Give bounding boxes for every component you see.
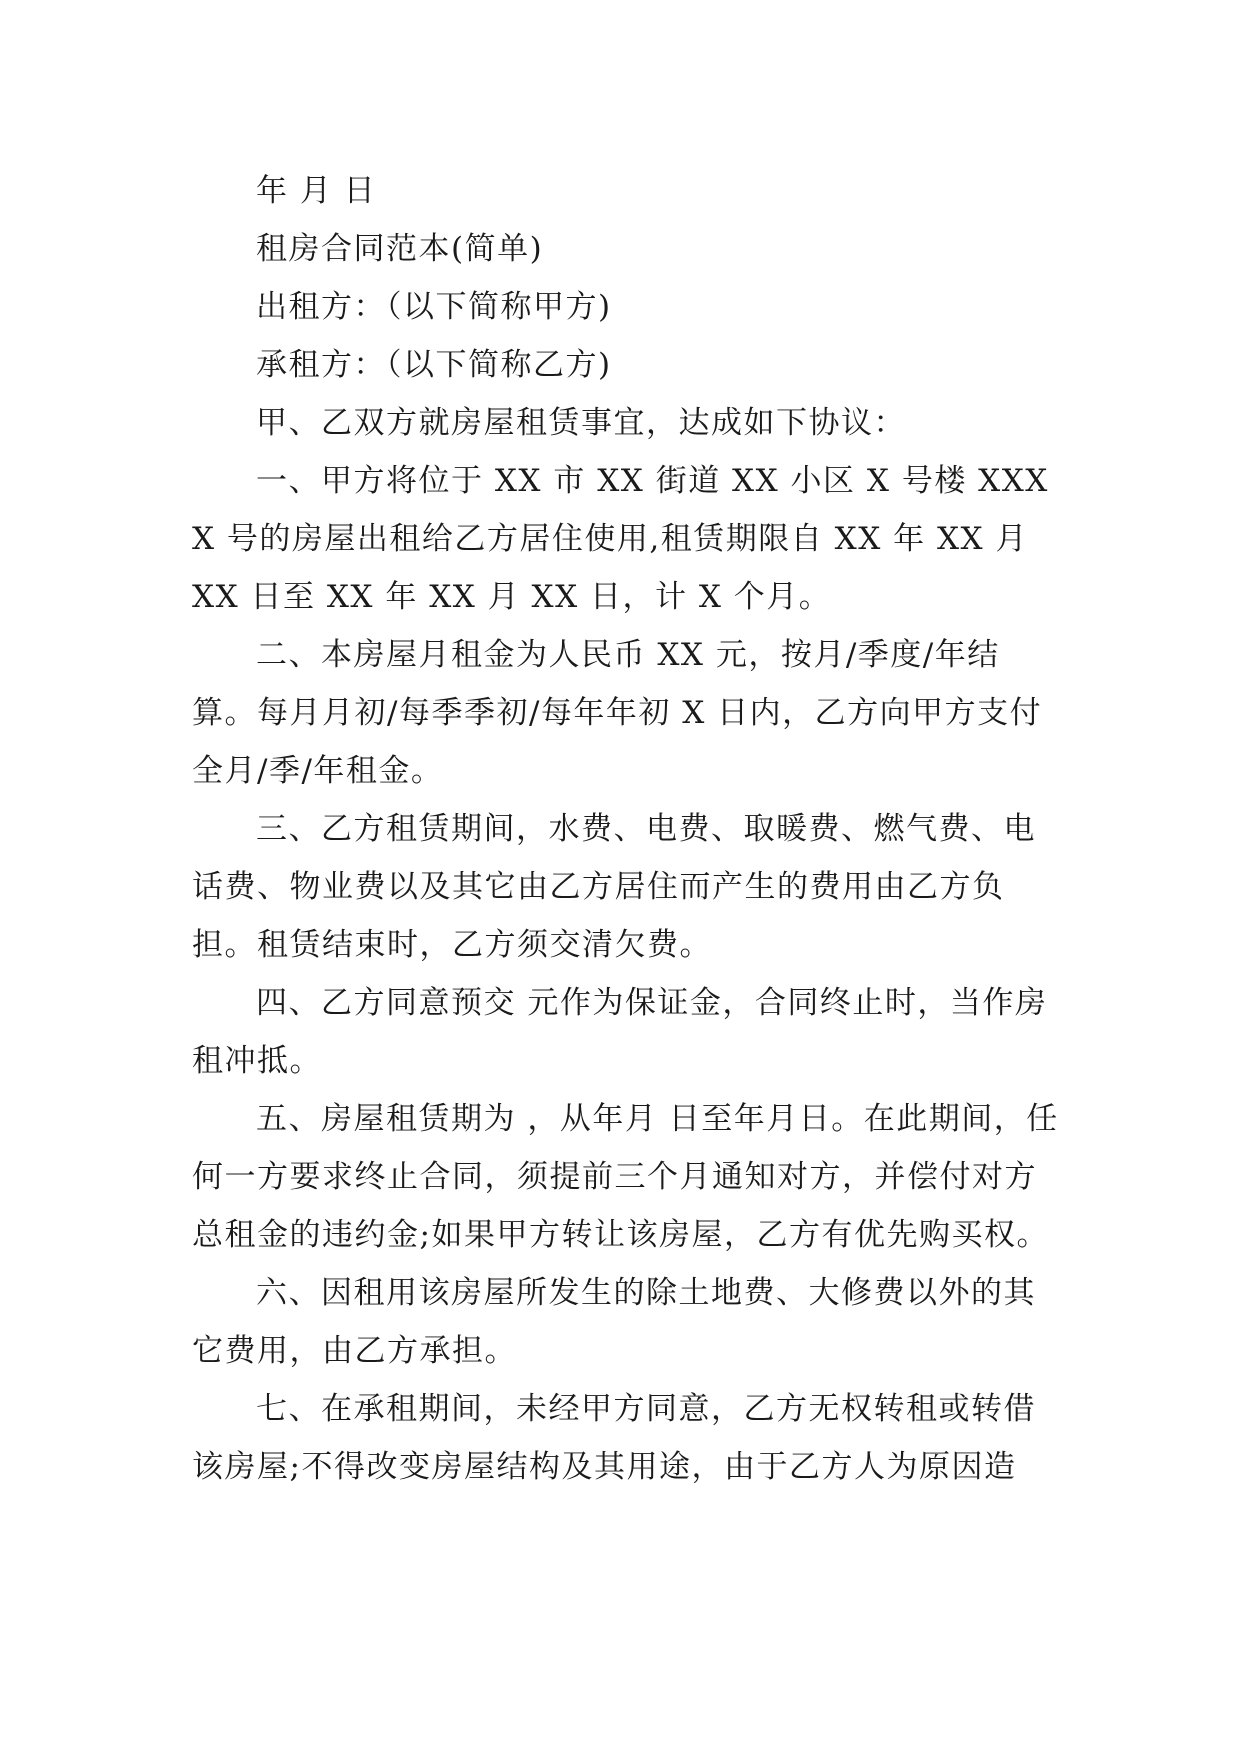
clause-2: 二、本房屋月租金为人民币 XX 元，按月/季度/年结算。每月月初/每季季初/每年年初 X 日内，乙方向甲方支付全月/季/年租金。	[192, 637, 1043, 789]
document-body	[192, 162, 1062, 1496]
document-title: 租房合同范本(简单)	[256, 231, 544, 267]
clause-1: 一、甲方将位于 XX 市 XX 街道 XX 小区 X 号楼 XXXX 号的房屋出租给乙方居住使用,租赁期限自 XX 年 XX 月 XX 日至 XX 年 XX 月 XX 日，计 X 个月。	[192, 463, 1049, 615]
clause-6: 六、因租用该房屋所发生的除土地费、大修费以外的其它费用，由乙方承担。	[192, 1275, 1036, 1369]
lessee-line: 承租方：（以下简称乙方)	[256, 347, 612, 383]
clause-4: 四、乙方同意预交 元作为保证金，合同终止时，当作房租冲抵。	[192, 985, 1048, 1079]
clause-7: 七、在承租期间，未经甲方同意，乙方无权转租或转借该房屋;不得改变房屋结构及其用途，由于乙方人为原因造	[192, 1391, 1036, 1485]
agreement-intro: 甲、乙双方就房屋租赁事宜，达成如下协议：	[256, 405, 906, 441]
lessor-line: 出租方：（以下简称甲方)	[256, 289, 612, 325]
clause-3: 三、乙方租赁期间，水费、电费、取暖费、燃气费、电话费、物业费以及其它由乙方居住而产生的费用由乙方负担。租赁结束时，乙方须交清欠费。	[192, 811, 1036, 963]
clause-5: 五、房屋租赁期为 ，从年月 日至年月日。在此期间，任何一方要求终止合同，须提前三个月通知对方，并偿付对方总租金的违约金;如果甲方转让该房屋，乙方有优先购买权。	[192, 1101, 1059, 1253]
date-line: 年 月 日	[256, 173, 377, 209]
